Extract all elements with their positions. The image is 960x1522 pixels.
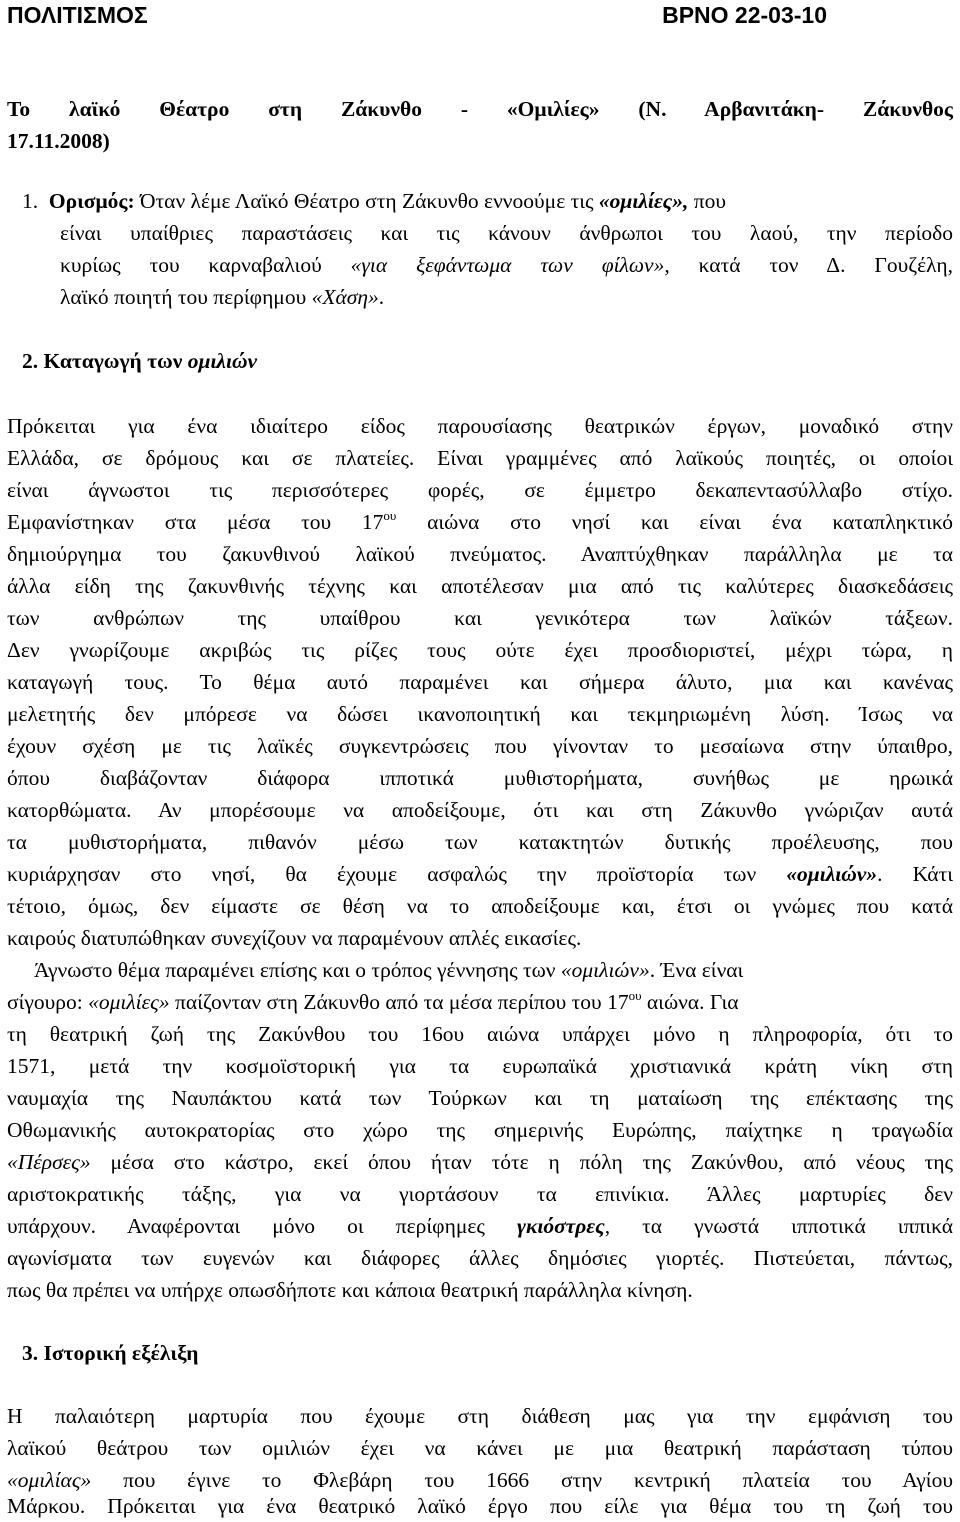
text-run: Όταν λέμε Λαϊκό Θέατρο στη Ζάκυνθο εννοούμε τις [134,189,599,213]
text-run: «ομιλίες» [88,990,170,1014]
text-run: που [688,189,727,213]
paragraph-line [7,1050,953,1082]
text-run: Οθωμανικής αυτοκρατορίας στο χώρο της σημερινής Ευρώπης, παίχτηκε η τραγωδία [7,1118,953,1142]
paragraph-line [7,890,953,922]
header-section-name: ΠΟΛΙΤΙΣΜΟΣ [7,2,148,28]
paragraph-line [34,954,953,986]
text-run: υπάρχουν. Αναφέρονται μόνο οι περίφημες [7,1214,518,1238]
paragraph-line [7,1432,953,1464]
section-1-line-3 [60,249,953,281]
paragraph-line [7,1146,953,1178]
text-run: κυριάρχησαν στο νησί, θα έχουμε ασφαλώς την προϊστορία των [7,862,787,886]
article-title-line-1: Το λαϊκό Θέατρο στη Ζάκυνθο - «Ομιλίες» (Ν. Αρβανιτάκη- Ζάκυνθος [7,97,953,121]
section-3-heading [22,1337,960,1369]
paragraph-line [7,602,953,634]
text-run: «ομιλίας» [7,1468,92,1492]
text-run: των ανθρώπων της υπαίθρου και γενικότερα των λαϊκών τάξεων. [7,606,953,630]
paragraph-line [7,442,953,474]
text-run: λαϊκό ποιητή του περίφημου [60,285,312,309]
paragraph-line [7,698,953,730]
section-1-line-4 [60,281,953,313]
text-run: Άγνωστο θέμα παραμένει επίσης και ο τρόπος γέννησης των [34,958,561,982]
superscript: ου [628,988,642,1003]
text-run: «ομιλιών» [560,958,650,982]
section-1-line-2 [60,217,953,249]
paragraph-line [7,986,953,1018]
superscript: ου [383,508,397,523]
text-run: καταγωγή τους. Το θέμα αυτό παραμένει και σήμερα άλυτο, μια και κανένας [7,670,953,694]
paragraph-line [7,634,953,666]
paragraph-line [7,1242,953,1274]
section-1-line-1 [22,185,953,217]
text-run: «ομιλίες», [598,189,689,213]
paragraph-line [7,1210,953,1242]
article-title-line-2: 17.11.2008) [7,129,110,153]
section-2-heading [22,345,960,377]
text-run: αιώνα στο νησί και είναι ένα καταπληκτικό [396,510,953,534]
text-run: Η παλαιότερη μαρτυρία που έχουμε στη διάθεση μας για την εμφάνιση του [7,1404,953,1428]
text-run: . [378,285,385,309]
text-run: που έγινε το Φλεβάρη του 1666 στην κεντρική πλατεία του Αγίου [91,1468,953,1492]
text-run: καιρούς διατυπώθηκαν συνεχίζουν να παραμένουν απλές εικασίες. [7,926,582,950]
text-run: πως θα πρέπει να υπήρχε οπωσδήποτε και κάποια θεατρική παράλληλα κίνηση. [7,1278,693,1302]
text-run: Μάρκου. Πρόκειται για ένα θεατρικό λαϊκό έργο που είλε για θέμα του τη ζωή του [7,1494,953,1518]
paragraph-line [7,1114,953,1146]
paragraph-line [7,506,953,538]
text-run: μέσα στο κάστρο, εκεί όπου ήταν τότε η πόλη της Ζακύνθου, από νέους της [90,1150,953,1174]
paragraph-line [7,858,953,890]
paragraph-line [7,474,953,506]
text-run: έχουν σχέση με τις λαϊκές συγκεντρώσεις που γίνονταν το μεσαίωνα στην ύπαιθρο, [7,734,953,758]
text-run: «για ξεφάντωμα των φίλων», [350,253,670,277]
article-title-cont [7,125,953,157]
paragraph-line [7,538,953,570]
paragraph-line [7,410,953,442]
article-title [7,93,953,125]
text-run: σίγουρο: [7,990,89,1014]
page-header [7,0,827,30]
paragraph-line [7,1018,953,1050]
text-run: . Κάτι [877,862,954,886]
paragraph-line [7,826,953,858]
text-run: γκιόστρες [517,1214,605,1238]
paragraph-line [7,762,953,794]
text-run: ναυμαχία της Ναυπάκτου κατά των Τούρκων και τη ματαίωση της επέκτασης της [7,1086,953,1110]
text-run: κατά τον Δ. Γουζέλη, [669,253,953,277]
header-date: ΒΡΝΟ 22-03-10 [662,2,827,28]
text-run: όπου διαβάζονταν διάφορα ιπποτικά μυθιστορήματα, συνήθως με ηρωικά [7,766,953,790]
text-run: «ομιλιών» [786,862,878,886]
text-run: 1571, μετά την κοσμοϊστορική για τα ευρωπαϊκά χριστιανικά κράτη νίκη στη [7,1054,953,1078]
text-run: άλλα είδη της ζακυνθινής τέχνης και αποτέλεσαν μια από τις καλύτερες διασκεδάσεις [7,574,953,598]
text-run: . Ένα είναι [649,958,744,982]
paragraph-line [7,1082,953,1114]
paragraph-line [7,922,953,954]
paragraph-line [7,666,953,698]
text-run: είναι άγνωστοι τις περισσότερες φορές, σε έμμετρο δεκαπεντασύλλαβο στίχο. [7,478,953,502]
text-run: κυρίως του καρναβαλιού [60,253,351,277]
paragraph-line [7,1400,953,1432]
paragraph-line [7,730,953,762]
text-run: παίζονταν στη Ζάκυνθο από τα μέσα περίπου του 17 [169,990,629,1014]
text-run: ομιλιών [187,349,258,373]
text-run: αριστοκρατικής τάξης, για να γιορτάσουν τα επινίκια. Άλλες μαρτυρίες δεν [7,1182,953,1206]
text-run: , τα γνωστά ιπποτικά ιππικά [604,1214,953,1238]
text-run: «Χάση» [311,285,379,309]
text-run: τα μυθιστορήματα, πιθανόν μέσω των κατακτητών δυτικής προέλευσης, που [7,830,953,854]
text-run: Ελλάδα, σε δρόμους και σε πλατείες. Είναι γραμμένες από λαϊκούς ποιητές, οι οποίοι [7,446,953,470]
text-run: Εμφανίστηκαν στα μέσα του 17 [7,510,384,534]
text-run: τέτοιο, όμως, δεν είμαστε σε θέση να το αποδείξουμε και, έτσι οι γνώμες που κατά [7,894,953,918]
text-run: Πρόκειται για ένα ιδιαίτερο είδος παρουσίασης θεατρικών έργων, μοναδικό στην [7,414,953,438]
text-run: δημιούργημα του ζακυνθινού λαϊκού πνεύματος. Αναπτύχθηκαν παράλληλα με τα [7,542,953,566]
paragraph-line [7,1274,953,1306]
paragraph-line [7,1490,953,1522]
text-run: αγωνίσματα των ευγενών και διάφορες άλλες δημόσιες γιορτές. Πιστεύεται, πάντως, [7,1246,953,1270]
paragraph-line [7,794,953,826]
text-run: μελετητής δεν μπόρεσε να δώσει ικανοποιητική και τεκμηριωμένη λύση. Ίσως να [7,702,953,726]
text-run: είναι υπαίθριες παραστάσεις και τις κάνουν άνθρωποι του λαού, την περίοδο [60,221,953,245]
text-run: 3. Ιστορική εξέλιξη [22,1341,199,1365]
text-run: αιώνα. Για [641,990,739,1014]
paragraph-line [7,570,953,602]
text-run: τη θεατρική ζωή της Ζακύνθου του 16ου αιώνα υπάρχει μόνο η πληροφορία, ότι το [7,1022,953,1046]
text-run: λαϊκού θεάτρου των ομιλιών έχει να κάνει με μια θεατρική παράσταση τύπου [7,1436,953,1460]
text-run: 2. Καταγωγή των [22,349,188,373]
section-number: 1. [22,189,39,213]
text-run: κατορθώματα. Αν μπορέσουμε να αποδείξουμε, ότι και στη Ζάκυνθο γνώριζαν αυτά [7,798,953,822]
text-run: «Πέρσες» [7,1150,91,1174]
text-run: Δεν γνωρίζουμε ακριβώς τις ρίζες τους ούτε έχει προσδιοριστεί, μέχρι τώρα, η [7,638,953,662]
paragraph-line [7,1178,953,1210]
section-label: Ορισμός: [48,189,135,213]
